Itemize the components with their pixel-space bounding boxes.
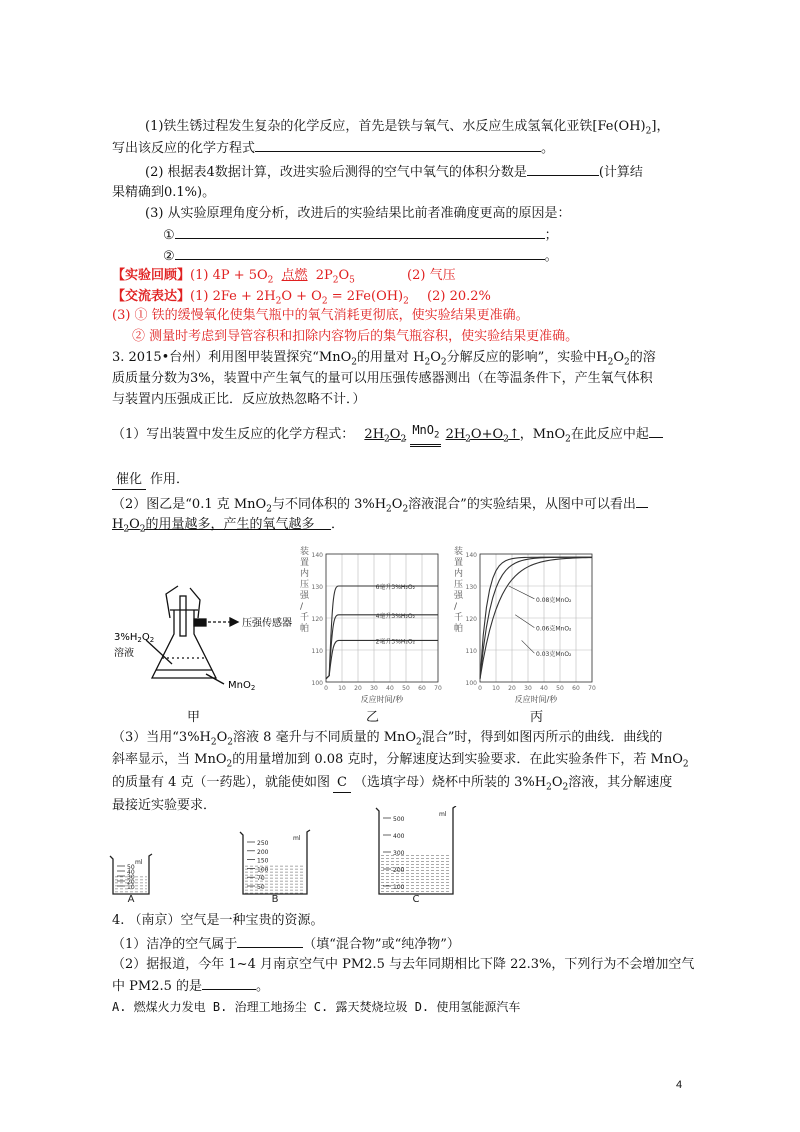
answer-review: 【实验回顾】(1) $4P + 5O_2$ 点燃 $2P_2O_5$ (2) 气压 (112, 268, 456, 286)
sensor-label: 压强传感器 (242, 618, 292, 629)
y-axis-label-char: 内 (300, 569, 310, 579)
chart-bing (450, 540, 600, 710)
fe-q1-line2: 写出该反应的化学方程式 。 (112, 141, 555, 156)
y-tick-label: 120 (311, 616, 323, 623)
series-label: 0.06克MnO₂ (536, 625, 572, 633)
series-label: 0.03克MnO₂ (536, 651, 572, 659)
scale-label: 500 (393, 816, 405, 823)
unit-label: ml (135, 859, 143, 866)
x-tick-label: 60 (418, 685, 426, 692)
x-tick-label: 0 (478, 685, 482, 692)
scale-label: 30 (127, 874, 135, 881)
beaker-label: B (271, 894, 279, 902)
scale-label: 70 (257, 875, 265, 883)
x-tick-label: 70 (588, 685, 596, 692)
q3-s3-line3: 的质量有 4 克（一药匙），就能使如图 C （选填字母）烧杯中所装的 $3\%H_2O_2$溶液，其分解速度 (112, 775, 673, 793)
answer-blank[interactable] (237, 935, 303, 948)
page-number: 4 (676, 1079, 683, 1091)
y-tick-label: 130 (465, 584, 477, 591)
caption-jia: 甲 (187, 710, 201, 725)
y-axis-label-char: 装 (454, 547, 464, 557)
series-label: 6毫升3%H₂O₂ (375, 584, 415, 591)
beaker-A (110, 854, 152, 894)
y-tick-label: 140 (465, 552, 477, 559)
y-axis-label-char: 帕 (300, 624, 310, 634)
series-label: 2毫升3%H₂O₂ (375, 638, 415, 646)
answer-3-1: (3) ① 铁的缓慢氧化使集气瓶中的氧气消耗更彻底，使实验结果更准确。 (112, 308, 529, 323)
q3-s2-line1: （2）图乙是“0.1 克 MnO$_2$与不同体积的 $3\%H_2O_2$溶液混合”的实验结果，从图中可以看出 (112, 495, 648, 519)
y-axis-label-char: 千 (454, 613, 464, 623)
y-tick-label: 110 (465, 648, 477, 655)
x-axis-label: 反应时间/秒 (360, 695, 404, 704)
beaker-outline (376, 806, 456, 894)
unit-label: ml (439, 811, 447, 818)
y-tick-label: 130 (311, 584, 323, 591)
y-tick-label: 100 (311, 680, 323, 687)
beaker-label: A (127, 894, 135, 902)
scale-label: 20 (127, 879, 135, 886)
x-tick-label: 50 (556, 685, 564, 692)
scale-label: 10 (127, 884, 135, 891)
mno2-label: MnO$_2$ (228, 680, 256, 692)
beaker-C (376, 806, 456, 894)
fe-q3: (3) 从实验原理角度分析，改进后的实验结果比前者准确度更高的原因是： (145, 206, 571, 221)
apparatus-figure (112, 578, 312, 706)
answer-blank[interactable] (202, 977, 256, 990)
q3-intro-2: 质质量分数为3%，装置中产生氧气的量可以用压强传感器测出（在等温条件下，产生氧气体积 (112, 371, 653, 386)
q4-s1: （1）洁净的空气属于 （填“混合物”或“纯净物”） (112, 937, 460, 952)
x-tick-label: 10 (492, 685, 500, 692)
beaker-label: C (412, 894, 420, 902)
q3-s1: （1）写出装置中发生反应的化学方程式： $2H_2O_2$ MnO$_2$ $2H_2O+O_2↑$，MnO$_2$在此反应中起 (112, 425, 663, 451)
y-axis-label-char: 内 (454, 569, 464, 579)
scale-label: 250 (257, 840, 269, 847)
q3-s3-line4: 最接近实验要求． (112, 798, 217, 813)
x-tick-label: 30 (524, 685, 532, 692)
fe-q2-line2: 果精确到0.1%)。 (112, 185, 216, 200)
leader-line (509, 586, 535, 599)
y-axis-label-char: / (300, 602, 304, 612)
y-axis-label-char: 强 (300, 591, 310, 601)
fe-q3-choice1: ① ； (163, 228, 558, 243)
q4-s2-line1: （2）据报道，今年 1~4 月南京空气中 PM2.5 与去年同期相比下降 22.3%，下列行为不会增加空气 (112, 957, 695, 972)
y-axis-label-char: / (454, 602, 458, 612)
liquid (244, 866, 306, 894)
series-line (326, 615, 438, 679)
q3-intro-3: 与装置内压强成正比．反应放热忽略不计．） (112, 392, 366, 407)
scale-label: 400 (393, 833, 405, 840)
answer-blank[interactable] (175, 226, 545, 239)
caption-bing: 丙 (530, 710, 544, 725)
y-axis-label-char: 强 (454, 591, 464, 601)
answer-blank[interactable] (175, 247, 545, 260)
fe-q3-choice2: ② 。 (163, 249, 558, 264)
solution-label-2: 溶液 (114, 648, 134, 659)
q3-s3-line2: 斜率显示，当 MnO$_2$的用量增加到 0.08 克时，分解速度达到实验要求．在此实验条件下，若 MnO$_2$ (112, 752, 689, 770)
answer-3-2: ② 测量时考虑到导管容积和扣除内容物后的集气瓶容积，使实验结果更准确。 (132, 329, 579, 344)
unit-label: ml (293, 835, 301, 842)
x-tick-label: 70 (434, 685, 442, 692)
q4-s2-line2: 中 PM2.5 的是 。 (112, 979, 270, 994)
y-axis-label-char: 置 (300, 558, 310, 568)
y-tick-label: 110 (311, 648, 323, 655)
series-line (326, 586, 438, 679)
y-axis-label-char: 压 (454, 580, 464, 590)
scale-label: 200 (257, 848, 269, 856)
q3-s2-line2: $H_2O_2$的用量越多，产生的氧气越多 ． (112, 517, 345, 535)
fe-q1-line1: (1)铁生锈过程发生复杂的化学反应，首先是铁与氧气、水反应生成氢氧化亚铁$[Fe(OH)_2]$， (145, 119, 670, 137)
beaker-B (240, 830, 310, 894)
answer-blank[interactable] (527, 163, 599, 176)
q3-s1-answer: 催化 作用． (112, 471, 189, 490)
q3-s3-line1: （3）当用“$3\%H_2O_2$溶液 8 毫升与不同质量的 MnO$_2$混合”时，得到如图丙所示的曲线．曲线的 (112, 730, 663, 748)
y-axis-label-char: 千 (300, 613, 310, 623)
x-tick-label: 20 (508, 685, 516, 692)
q4-title: 4. （南京）空气是一种宝贵的资源。 (112, 913, 324, 928)
x-tick-label: 60 (572, 685, 580, 692)
answer-exchange: 【交流表达】(1) $2Fe + 2H_2O + O_2 = 2Fe(OH)_2$ (2) 20.2% (112, 289, 491, 307)
y-axis-label-char: 压 (300, 580, 310, 590)
leader-line (515, 615, 534, 628)
x-tick-label: 10 (338, 685, 346, 692)
series-label: 0.08克MnO₂ (536, 596, 572, 604)
answer-blank[interactable] (255, 139, 541, 152)
beakers-figure (105, 806, 465, 902)
scale-label: 150 (257, 857, 269, 865)
y-axis-label-char: 置 (454, 558, 464, 568)
solution-label: $3\%H_2O_2$ (114, 632, 155, 644)
x-tick-label: 40 (540, 685, 548, 692)
y-tick-label: 100 (465, 680, 477, 687)
scale-label: 50 (257, 884, 265, 891)
scale-label: 50 (127, 864, 135, 871)
chart-yi (296, 540, 446, 710)
scale-label: 100 (257, 866, 269, 874)
series-line (326, 640, 438, 678)
x-tick-label: 50 (402, 685, 410, 692)
q4-options: A. 燃煤火力发电 B. 治理工地扬尘 C. 露天焚烧垃圾 D. 使用氢能源汽车 (112, 1000, 521, 1014)
scale-label: 300 (393, 850, 405, 857)
x-axis-label: 反应时间/秒 (514, 695, 558, 704)
y-axis-label-char: 帕 (454, 624, 464, 634)
x-tick-label: 20 (354, 685, 362, 692)
caption-yi: 乙 (366, 710, 380, 725)
y-tick-label: 120 (465, 616, 477, 623)
scale-label: 200 (393, 867, 405, 874)
y-tick-label: 140 (311, 552, 323, 559)
fe-q2-line1: (2) 根据表4数据计算，改进实验后测得的空气中氧气的体积分数是 (计算结 (145, 165, 643, 180)
x-tick-label: 40 (386, 685, 394, 692)
x-tick-label: 0 (324, 685, 328, 692)
q3-intro-1: 3. 2015•台州）利用图甲装置探究“MnO$_2$的用量对 $H_2O_2$分解反应的影响”，实验中$H_2O_2$的溶 (112, 350, 656, 368)
scale-label: 40 (127, 869, 135, 876)
scale-label: 100 (393, 884, 405, 891)
y-axis-label-char: 装 (300, 547, 310, 557)
series-label: 4毫升3%H₂O₂ (375, 612, 415, 620)
x-tick-label: 30 (370, 685, 378, 692)
